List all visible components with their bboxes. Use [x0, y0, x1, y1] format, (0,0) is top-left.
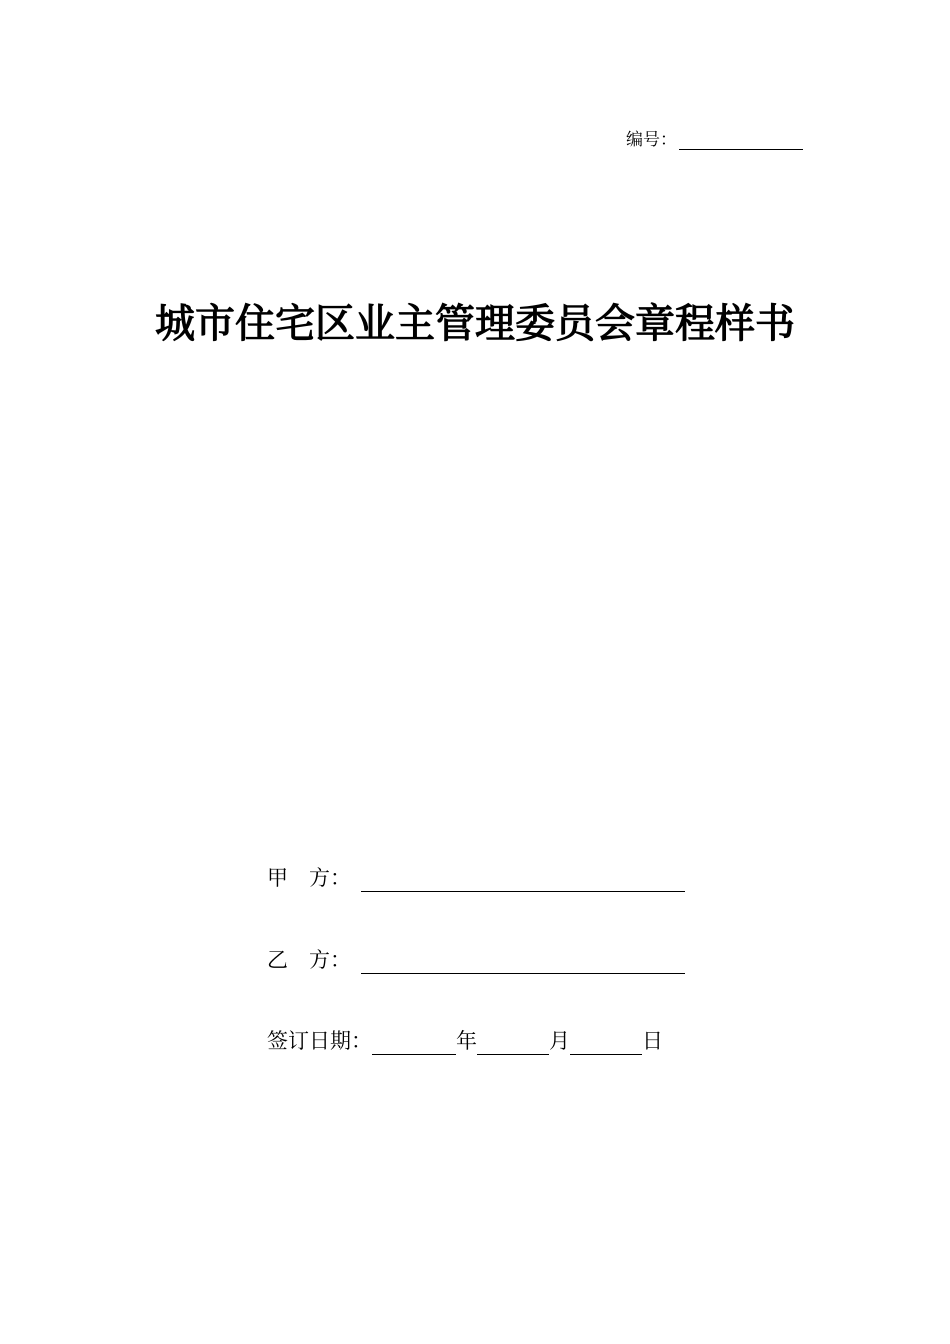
month-label: 月: [549, 1029, 570, 1053]
signing-date-field: [267, 1025, 663, 1055]
serial-number-field: [626, 124, 803, 150]
party-b-field: [267, 944, 685, 974]
serial-number-blank: [679, 129, 803, 150]
document-title: 城市住宅区业主管理委员会章程样书: [155, 301, 795, 347]
party-a-blank: [361, 867, 685, 892]
year-label: 年: [456, 1029, 477, 1053]
month-blank: [477, 1030, 549, 1055]
party-b-blank: [361, 949, 685, 974]
party-a-label: 甲 方：: [267, 866, 351, 890]
signing-date-label: 签订日期：: [267, 1029, 372, 1053]
year-blank: [372, 1030, 456, 1055]
party-a-field: [267, 862, 685, 892]
party-b-label: 乙 方：: [267, 948, 351, 972]
day-label: 日: [642, 1029, 663, 1053]
serial-number-label: 编号：: [626, 130, 677, 150]
day-blank: [570, 1030, 642, 1055]
